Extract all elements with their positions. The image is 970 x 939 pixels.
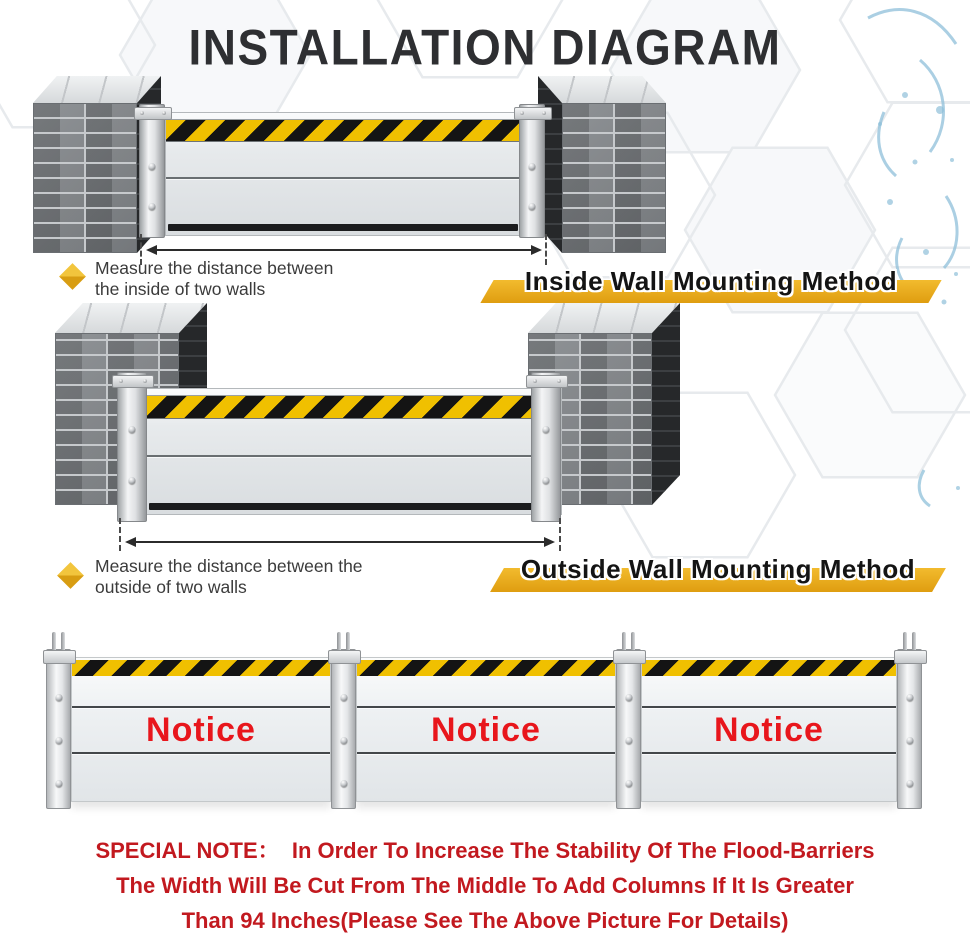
page-title: INSTALLATION DIAGRAM bbox=[188, 18, 782, 76]
column-cap bbox=[613, 650, 646, 664]
method-banner bbox=[497, 554, 939, 592]
panel-groove bbox=[166, 177, 520, 179]
column-cap bbox=[894, 650, 927, 664]
mounting-bracket bbox=[112, 375, 154, 388]
panel-bottom-seal bbox=[149, 503, 559, 510]
screw-icon bbox=[625, 780, 632, 787]
screw-icon bbox=[340, 780, 347, 787]
mounting-bracket bbox=[134, 107, 172, 120]
mounting-post-left bbox=[139, 104, 165, 238]
pillar-side-face bbox=[652, 303, 680, 505]
hazard-stripe bbox=[166, 119, 520, 142]
screw-icon bbox=[340, 694, 347, 701]
bolt-pin-icon bbox=[631, 632, 635, 651]
hazard-stripe bbox=[72, 660, 330, 676]
screw-icon bbox=[906, 780, 913, 787]
column-cap bbox=[328, 650, 361, 664]
barrier-panel bbox=[71, 657, 331, 802]
screw-icon bbox=[55, 780, 62, 787]
flood-barrier-panel bbox=[146, 388, 562, 515]
measure-dash-right bbox=[559, 518, 561, 551]
column-cap bbox=[43, 650, 76, 664]
mounting-bracket bbox=[526, 375, 568, 388]
hazard-stripe bbox=[642, 660, 896, 676]
screw-icon bbox=[340, 737, 347, 744]
barrier-panel bbox=[641, 657, 897, 802]
screw-icon bbox=[149, 203, 156, 210]
measure-note: Measure the distance between the inside of two walls bbox=[95, 258, 334, 299]
measure-dash-left bbox=[119, 518, 121, 551]
special-note-line: Than 94 Inches(Please See The Above Picture For Details) bbox=[181, 908, 789, 933]
screw-icon bbox=[129, 426, 136, 433]
special-note bbox=[0, 833, 970, 938]
screw-icon bbox=[129, 477, 136, 484]
barrier-column bbox=[331, 649, 356, 809]
measure-arrow bbox=[125, 536, 555, 548]
barrier-column bbox=[616, 649, 641, 809]
pillar-front-face bbox=[33, 103, 137, 253]
measure-note: Measure the distance between the outside of two walls bbox=[95, 556, 363, 597]
pillar-front-face bbox=[562, 103, 666, 253]
banner-label: Inside Wall Mounting Method bbox=[524, 266, 898, 296]
barrier-column bbox=[46, 649, 71, 809]
notice-label: Notice bbox=[431, 710, 541, 749]
brick-pillar-right bbox=[538, 76, 666, 253]
panel-groove bbox=[357, 752, 615, 754]
notice-label: Notice bbox=[146, 710, 256, 749]
screw-icon bbox=[543, 477, 550, 484]
bolt-pin-icon bbox=[61, 632, 65, 651]
special-note-line: SPECIAL NOTE： In Order To Increase The Stability Of The Flood-Barriers bbox=[95, 838, 875, 863]
bolt-pin-icon bbox=[622, 632, 626, 651]
bolt-pin-icon bbox=[903, 632, 907, 651]
notice-label: Notice bbox=[714, 710, 824, 749]
special-note-line: The Width Will Be Cut From The Middle To Add Columns If It Is Greater bbox=[116, 873, 854, 898]
mounting-post-right bbox=[519, 104, 545, 238]
hazard-stripe bbox=[147, 395, 561, 419]
barrier-column bbox=[897, 649, 922, 809]
measure-dash-right bbox=[545, 234, 547, 265]
measure-arrow bbox=[146, 244, 542, 256]
panel-groove bbox=[72, 752, 330, 754]
mounting-post-left bbox=[117, 372, 147, 522]
panel-bottom-seal bbox=[168, 224, 518, 231]
method-banner bbox=[487, 266, 935, 303]
screw-icon bbox=[906, 737, 913, 744]
barrier-panel bbox=[356, 657, 616, 802]
bolt-pin-icon bbox=[912, 632, 916, 651]
screw-icon bbox=[906, 694, 913, 701]
bolt-pin-icon bbox=[346, 632, 350, 651]
screw-icon bbox=[529, 163, 536, 170]
mounting-post-right bbox=[531, 372, 561, 522]
bolt-pin-icon bbox=[337, 632, 341, 651]
panel-groove bbox=[642, 752, 896, 754]
screw-icon bbox=[55, 694, 62, 701]
screw-icon bbox=[543, 426, 550, 433]
screw-icon bbox=[625, 694, 632, 701]
screw-icon bbox=[149, 163, 156, 170]
bolt-pin-icon bbox=[52, 632, 56, 651]
mounting-bracket bbox=[514, 107, 552, 120]
banner-label: Outside Wall Mounting Method bbox=[520, 554, 916, 584]
hazard-stripe bbox=[357, 660, 615, 676]
panel-groove bbox=[147, 455, 561, 457]
flood-barrier-panel bbox=[165, 112, 521, 236]
screw-icon bbox=[55, 737, 62, 744]
screw-icon bbox=[625, 737, 632, 744]
screw-icon bbox=[529, 203, 536, 210]
